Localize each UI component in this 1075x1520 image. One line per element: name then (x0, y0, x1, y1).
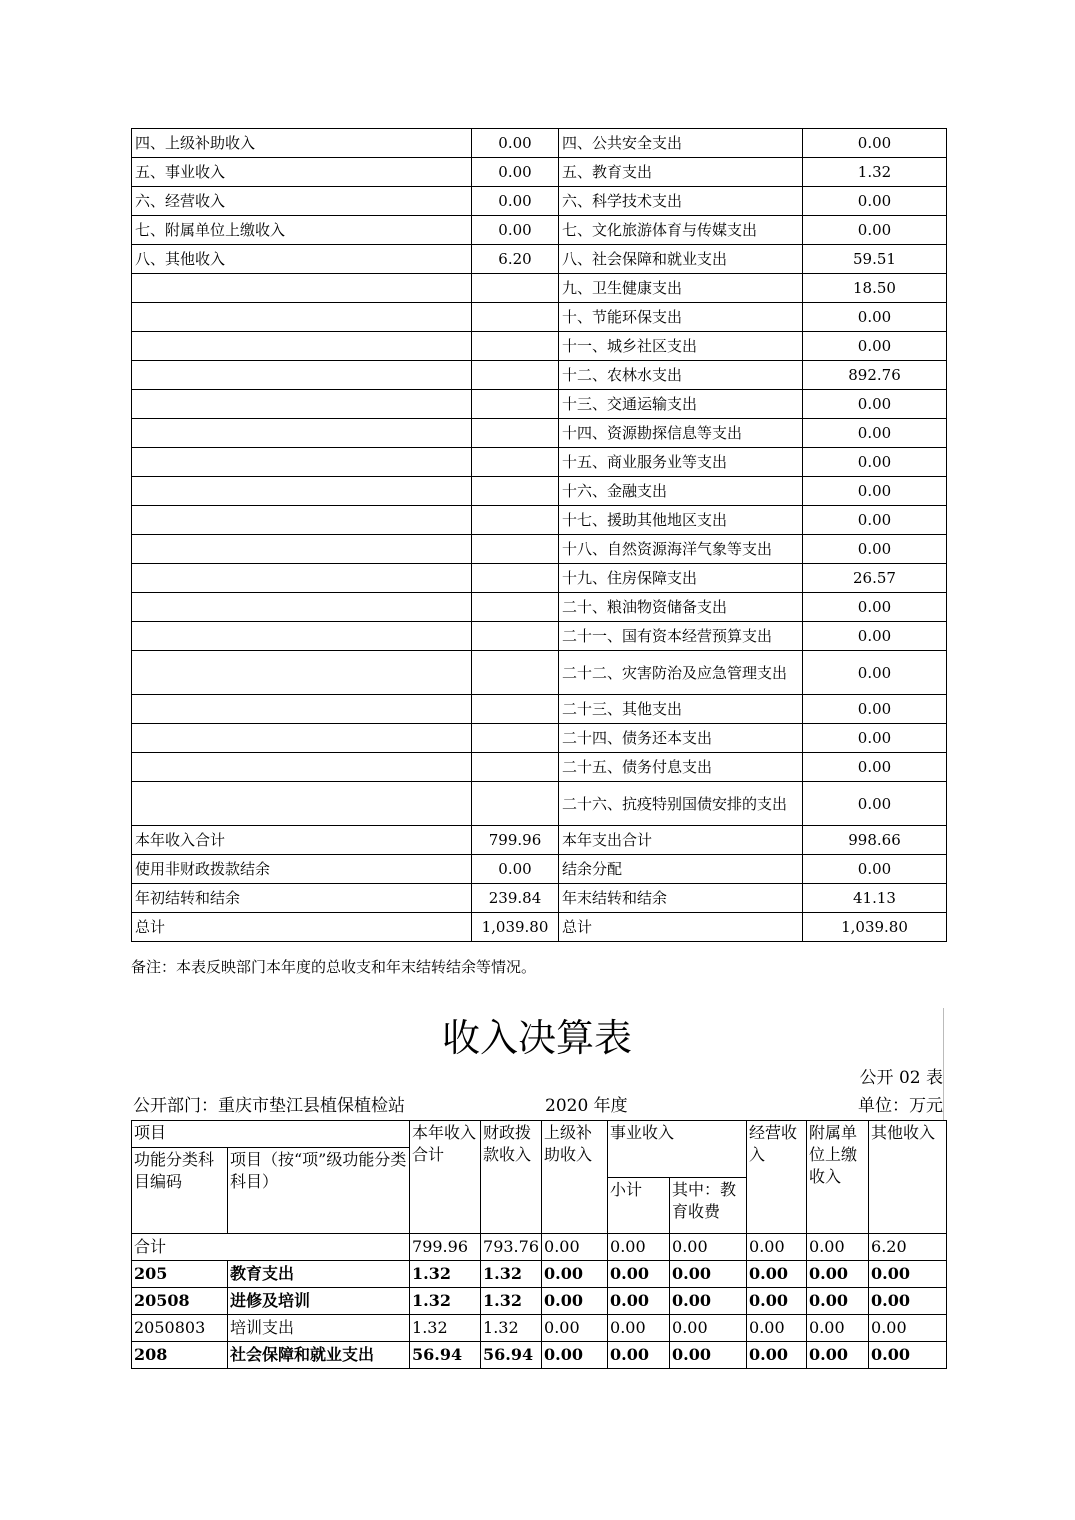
income-item-label (132, 753, 472, 782)
expense-item-value: 0.00 (803, 535, 947, 564)
expense-item-label: 二十一、国有资本经营预算支出 (559, 622, 803, 651)
header-name: 项目（按“项”级功能分类科目） (228, 1148, 410, 1234)
table-row (132, 332, 947, 361)
table-row (132, 245, 947, 274)
expense-item-value: 0.00 (803, 448, 947, 477)
income-item-value (472, 332, 559, 361)
amount-cell: 1.32 (410, 1261, 481, 1288)
income-item-label (132, 593, 472, 622)
amount-cell: 0.00 (747, 1288, 807, 1315)
unit-label: 单位：万元 (858, 1096, 943, 1116)
expense-item-value: 18.50 (803, 274, 947, 303)
expense-item-label: 十六、金融支出 (559, 477, 803, 506)
table-row (132, 448, 947, 477)
expense-item-label: 总计 (559, 913, 803, 942)
expense-item-value: 41.13 (803, 884, 947, 913)
header-affiliated: 附属单位上缴收入 (807, 1121, 869, 1234)
income-item-value (472, 695, 559, 724)
expense-item-value: 0.00 (803, 129, 947, 158)
table-row (132, 913, 947, 942)
expense-item-label: 二十二、灾害防治及应急管理支出 (559, 651, 803, 695)
income-item-value (472, 753, 559, 782)
header-code: 功能分类科目编码 (132, 1148, 228, 1234)
income-item-label: 六、经营收入 (132, 187, 472, 216)
expense-item-label: 十、节能环保支出 (559, 303, 803, 332)
table-row (132, 274, 947, 303)
total-value: 0.00 (807, 1234, 869, 1261)
expense-item-value: 0.00 (803, 187, 947, 216)
expense-item-label: 年末结转和结余 (559, 884, 803, 913)
table-row (132, 216, 947, 245)
header-other: 其他收入 (869, 1121, 947, 1234)
expense-item-value: 0.00 (803, 390, 947, 419)
amount-cell: 1.32 (481, 1261, 542, 1288)
amount-cell: 1.32 (410, 1288, 481, 1315)
expense-item-value: 59.51 (803, 245, 947, 274)
function-code: 208 (132, 1342, 228, 1369)
income-item-label (132, 695, 472, 724)
table-row (132, 593, 947, 622)
income-item-label (132, 564, 472, 593)
amount-cell: 0.00 (747, 1315, 807, 1342)
table-row (132, 782, 947, 826)
function-code: 205 (132, 1261, 228, 1288)
amount-cell: 0.00 (747, 1342, 807, 1369)
amount-cell: 1.32 (410, 1315, 481, 1342)
income-item-label: 八、其他收入 (132, 245, 472, 274)
header-item: 项目 (132, 1121, 410, 1148)
expense-item-value: 1.32 (803, 158, 947, 187)
header-total: 本年收入合计 (410, 1121, 481, 1234)
amount-cell: 0.00 (869, 1315, 947, 1342)
expense-item-value: 0.00 (803, 622, 947, 651)
total-value: 0.00 (542, 1234, 608, 1261)
income-item-value (472, 390, 559, 419)
amount-cell: 56.94 (481, 1342, 542, 1369)
amount-cell: 0.00 (542, 1342, 608, 1369)
amount-cell: 0.00 (869, 1288, 947, 1315)
total-value: 793.76 (481, 1234, 542, 1261)
expense-item-value: 0.00 (803, 782, 947, 826)
expense-item-label: 二十四、债务还本支出 (559, 724, 803, 753)
amount-cell: 56.94 (410, 1342, 481, 1369)
income-item-label (132, 506, 472, 535)
amount-cell: 0.00 (608, 1261, 670, 1288)
income-item-value: 0.00 (472, 187, 559, 216)
amount-cell: 0.00 (542, 1288, 608, 1315)
header-subtotal: 小计 (608, 1178, 670, 1234)
total-value: 0.00 (670, 1234, 747, 1261)
amount-cell: 0.00 (608, 1315, 670, 1342)
table-note: 备注：本表反映部门本年度的总收支和年末结转结余等情况。 (131, 958, 537, 976)
expense-item-value: 0.00 (803, 855, 947, 884)
income-item-value (472, 361, 559, 390)
table-row (132, 724, 947, 753)
amount-cell: 0.00 (670, 1342, 747, 1369)
income-item-label (132, 724, 472, 753)
table-row (132, 884, 947, 913)
amount-cell: 0.00 (670, 1288, 747, 1315)
total-label: 合计 (132, 1234, 410, 1261)
table-row (132, 1261, 947, 1288)
table-row (132, 695, 947, 724)
income-item-value: 799.96 (472, 826, 559, 855)
income-item-value (472, 303, 559, 332)
expense-item-value: 998.66 (803, 826, 947, 855)
amount-cell: 0.00 (608, 1342, 670, 1369)
income-item-value (472, 535, 559, 564)
expense-item-value: 0.00 (803, 695, 947, 724)
expense-item-label: 五、教育支出 (559, 158, 803, 187)
header-fiscal: 财政拨款收入 (481, 1121, 542, 1234)
expense-item-value: 0.00 (803, 216, 947, 245)
income-item-value (472, 593, 559, 622)
income-item-value: 0.00 (472, 216, 559, 245)
expense-item-label: 十三、交通运输支出 (559, 390, 803, 419)
expense-item-label: 十五、商业服务业等支出 (559, 448, 803, 477)
income-item-label: 本年收入合计 (132, 826, 472, 855)
expense-item-label: 七、文化旅游体育与传媒支出 (559, 216, 803, 245)
income-item-value: 0.00 (472, 158, 559, 187)
function-code: 20508 (132, 1288, 228, 1315)
function-name: 进修及培训 (228, 1288, 410, 1315)
expense-item-label: 六、科学技术支出 (559, 187, 803, 216)
total-value: 799.96 (410, 1234, 481, 1261)
table-row (132, 361, 947, 390)
table-row (132, 622, 947, 651)
income-item-label: 四、上级补助收入 (132, 129, 472, 158)
expense-item-label: 二十三、其他支出 (559, 695, 803, 724)
income-item-value: 1,039.80 (472, 913, 559, 942)
expense-item-label: 二十六、抗疫特别国债安排的支出 (559, 782, 803, 826)
income-item-value: 0.00 (472, 855, 559, 884)
income-item-value (472, 651, 559, 695)
page-title: 收入决算表 (441, 1016, 632, 1060)
header-operating: 经营收入 (747, 1121, 807, 1234)
income-item-value (472, 448, 559, 477)
table-row (132, 1315, 947, 1342)
income-item-label: 五、事业收入 (132, 158, 472, 187)
income-item-value (472, 622, 559, 651)
income-item-value (472, 477, 559, 506)
expense-item-value: 1,039.80 (803, 913, 947, 942)
expense-item-value: 0.00 (803, 593, 947, 622)
expense-item-value: 0.00 (803, 506, 947, 535)
income-item-label (132, 419, 472, 448)
expense-item-label: 九、卫生健康支出 (559, 274, 803, 303)
amount-cell: 0.00 (869, 1342, 947, 1369)
total-value: 0.00 (747, 1234, 807, 1261)
income-table (131, 1120, 947, 1369)
total-value: 6.20 (869, 1234, 947, 1261)
expense-item-label: 十四、资源勘探信息等支出 (559, 419, 803, 448)
amount-cell: 0.00 (807, 1342, 869, 1369)
income-item-label: 七、附属单位上缴收入 (132, 216, 472, 245)
amount-cell: 1.32 (481, 1288, 542, 1315)
function-code: 2050803 (132, 1315, 228, 1342)
income-item-label (132, 390, 472, 419)
income-item-label (132, 477, 472, 506)
expense-item-label: 二十五、债务付息支出 (559, 753, 803, 782)
income-item-value (472, 419, 559, 448)
header-superior: 上级补助收入 (542, 1121, 608, 1234)
expense-item-value: 0.00 (803, 332, 947, 361)
expense-item-value: 0.00 (803, 419, 947, 448)
table-row (132, 506, 947, 535)
amount-cell: 0.00 (807, 1261, 869, 1288)
function-name: 教育支出 (228, 1261, 410, 1288)
amount-cell: 0.00 (747, 1261, 807, 1288)
income-item-label (132, 332, 472, 361)
amount-cell: 1.32 (481, 1315, 542, 1342)
expense-item-label: 十七、援助其他地区支出 (559, 506, 803, 535)
amount-cell: 0.00 (670, 1315, 747, 1342)
function-name: 培训支出 (228, 1315, 410, 1342)
fiscal-year: 2020 年度 (545, 1096, 628, 1116)
expense-item-value: 0.00 (803, 651, 947, 695)
expense-item-label: 十八、自然资源海洋气象等支出 (559, 535, 803, 564)
expense-item-label: 十九、住房保障支出 (559, 564, 803, 593)
income-item-value (472, 782, 559, 826)
table-row (132, 753, 947, 782)
income-item-value: 6.20 (472, 245, 559, 274)
header-edu-fee: 其中：教育收费 (670, 1178, 747, 1234)
expense-item-label: 十一、城乡社区支出 (559, 332, 803, 361)
income-item-label (132, 303, 472, 332)
income-item-label (132, 651, 472, 695)
expense-item-label: 八、社会保障和就业支出 (559, 245, 803, 274)
expense-item-label: 结余分配 (559, 855, 803, 884)
amount-cell: 0.00 (670, 1261, 747, 1288)
amount-cell: 0.00 (869, 1261, 947, 1288)
amount-cell: 0.00 (542, 1315, 608, 1342)
table-row (132, 651, 947, 695)
table-row (132, 129, 947, 158)
table-row (132, 477, 947, 506)
header-business: 事业收入 (608, 1121, 747, 1178)
table-row (132, 826, 947, 855)
expense-item-value: 892.76 (803, 361, 947, 390)
expense-item-value: 0.00 (803, 477, 947, 506)
income-item-label (132, 361, 472, 390)
expense-item-label: 十二、农林水支出 (559, 361, 803, 390)
total-value: 0.00 (608, 1234, 670, 1261)
income-item-label: 总计 (132, 913, 472, 942)
table-row (132, 564, 947, 593)
income-item-value (472, 506, 559, 535)
table-row (132, 419, 947, 448)
income-item-label: 年初结转和结余 (132, 884, 472, 913)
income-item-label (132, 622, 472, 651)
expense-item-label: 四、公共安全支出 (559, 129, 803, 158)
table-row (132, 1288, 947, 1315)
income-item-label (132, 782, 472, 826)
margin-line (943, 1008, 944, 1120)
expense-item-value: 0.00 (803, 753, 947, 782)
amount-cell: 0.00 (807, 1315, 869, 1342)
table-row (132, 1342, 947, 1369)
department: 公开部门：重庆市垫江县植保植检站 (133, 1096, 405, 1116)
table-row (132, 303, 947, 332)
amount-cell: 0.00 (542, 1261, 608, 1288)
amount-cell: 0.00 (608, 1288, 670, 1315)
table-row (132, 535, 947, 564)
table-row (132, 855, 947, 884)
expense-item-label: 二十、粮油物资储备支出 (559, 593, 803, 622)
income-item-label: 使用非财政拨款结余 (132, 855, 472, 884)
table-row (132, 158, 947, 187)
income-item-value (472, 274, 559, 303)
amount-cell: 0.00 (807, 1288, 869, 1315)
income-item-value: 0.00 (472, 129, 559, 158)
table-row (132, 187, 947, 216)
income-item-label (132, 448, 472, 477)
table-row (132, 390, 947, 419)
function-name: 社会保障和就业支出 (228, 1342, 410, 1369)
income-item-value: 239.84 (472, 884, 559, 913)
table-number: 公开 02 表 (859, 1068, 943, 1088)
income-item-value (472, 724, 559, 753)
income-item-label (132, 274, 472, 303)
income-item-label (132, 535, 472, 564)
total-row (132, 1234, 947, 1261)
expense-item-label: 本年支出合计 (559, 826, 803, 855)
expense-item-value: 26.57 (803, 564, 947, 593)
expense-item-value: 0.00 (803, 724, 947, 753)
expense-item-value: 0.00 (803, 303, 947, 332)
summary-table (131, 128, 947, 942)
income-item-value (472, 564, 559, 593)
